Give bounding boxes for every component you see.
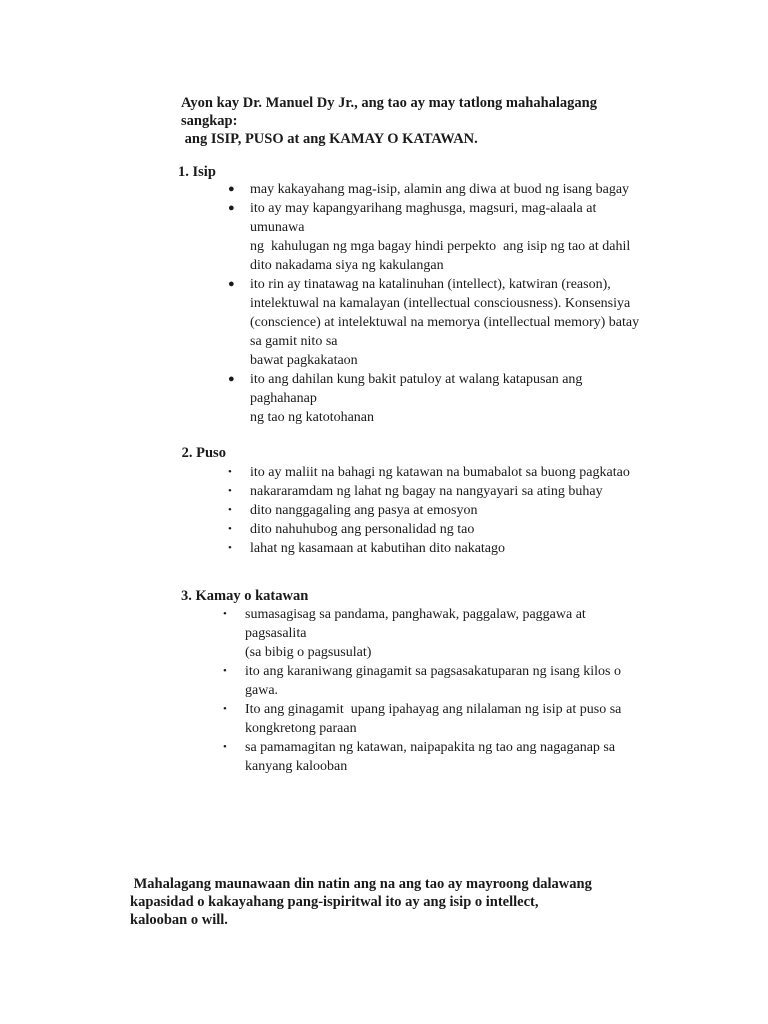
list-item-line: gawa. [245,683,279,698]
bullet-icon: • [223,665,227,677]
list-item-line: (conscience) at intelektuwal na memorya (intellectual memory) batay [250,315,640,330]
list-item-line: ng tao ng katotohanan [250,410,375,425]
list-item [228,199,690,275]
intro-paragraph [181,94,641,148]
list-item-line: nakararamdam ng lahat ng bagay na nangyayari sa ating buhay [250,484,603,499]
list-item-line: umunawa [250,220,305,235]
list-item-line: pagsasalita [245,626,307,641]
list-item-line: ng kahulugan ng mga bagay hindi perpekto ang isip ng tao at dahil [250,239,631,254]
list-item-line: dito nanggagaling ang pasya at emosyon [250,503,478,518]
list-item-line: sa gamit nito sa [250,334,338,349]
closing-paragraph [130,875,650,929]
bullet-icon: • [228,485,232,497]
kamay-bullet-list [223,605,685,776]
list-item-line: lahat ng kasamaan at kabutihan dito nakatago [250,541,506,556]
list-item-line: Ito ang ginagamit upang ipahayag ang nilalaman ng isip at puso sa [245,702,622,717]
list-item-line: ito ay may kapangyarihang maghusga, magsuri, mag-alaala at [250,201,597,216]
puso-bullet-list [228,463,690,558]
bullet-icon: • [223,741,227,753]
closing-line: Mahalagang maunawaan din natin ang na ang tao ay mayroong dalawang [130,876,592,892]
list-item [228,275,690,370]
list-item-line: (sa bibig o pagsusulat) [245,645,372,660]
list-item-line: dito nahuhubog ang personalidad ng tao [250,522,475,537]
list-item [228,520,690,539]
list-item-line: paghahanap [250,391,317,406]
list-item-line: dito nakadama siya ng kakulangan [250,258,444,273]
list-item [228,370,690,427]
list-item [228,539,690,558]
closing-line: kalooban o will. [130,912,228,928]
bullet-icon: • [228,542,232,554]
list-item-line: ito ang karaniwang ginagamit sa pagsasakatuparan ng isang kilos o [245,664,621,679]
list-item-line: ito ay maliit na bahagi ng katawan na bumabalot sa buong pagkatao [250,465,630,480]
intro-line: Ayon kay Dr. Manuel Dy Jr., ang tao ay may tatlong mahahalagang [181,95,597,111]
list-item-line: bawat pagkakataon [250,353,358,368]
section-heading-kamay: 3. Kamay o katawan [181,588,309,604]
section-heading-puso: 2. Puso [178,445,226,461]
intro-line: ang ISIP, PUSO at ang KAMAY O KATAWAN. [181,131,478,147]
list-item [223,738,685,776]
bullet-icon: • [223,608,227,620]
bullet-icon: • [223,703,227,715]
list-item [223,700,685,738]
list-item-line: kanyang kalooban [245,759,348,774]
list-item [228,180,690,199]
bullet-icon: • [228,523,232,535]
bullet-icon: ● [228,278,235,290]
closing-line: kapasidad o kakayahang pang-ispiritwal ito ay ang isip o intellect, [130,894,539,910]
list-item-line: kongkretong paraan [245,721,357,736]
list-item [223,605,685,662]
list-item [228,463,690,482]
bullet-icon: ● [228,202,235,214]
list-item-line: ito rin ay tinatawag na katalinuhan (intellect), katwiran (reason), [250,277,611,292]
bullet-icon: • [228,466,232,478]
section-heading-isip: 1. Isip [178,164,216,180]
list-item-line: intelektuwal na kamalayan (intellectual consciousness). Konsensiya [250,296,631,311]
bullet-icon: ● [228,373,235,385]
list-item-line: sumasagisag sa pandama, panghawak, paggalaw, paggawa at [245,607,586,622]
intro-line: sangkap: [181,113,238,129]
list-item-line: ito ang dahilan kung bakit patuloy at walang katapusan ang [250,372,583,387]
bullet-icon: ● [228,183,235,195]
isip-bullet-list [228,180,690,427]
bullet-icon: • [228,504,232,516]
list-item-line: may kakayahang mag-isip, alamin ang diwa at buod ng isang bagay [250,182,630,197]
list-item [223,662,685,700]
list-item [228,482,690,501]
list-item-line: sa pamamagitan ng katawan, naipapakita ng tao ang nagaganap sa [245,740,616,755]
list-item [228,501,690,520]
